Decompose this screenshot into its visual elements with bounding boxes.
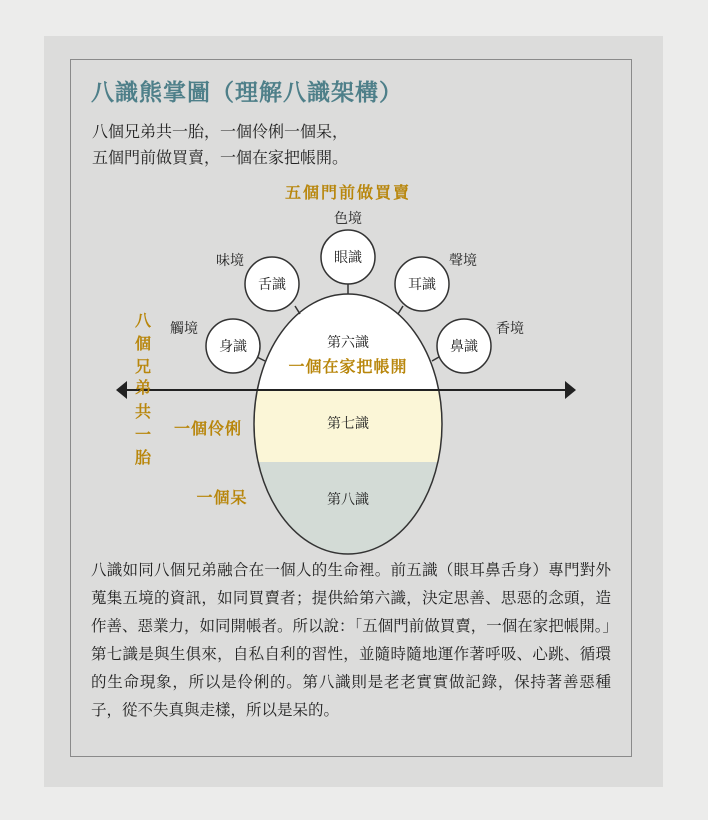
explanation-paragraph-2: 第七識是與生俱來，自私自利的習性，並隨時隨地運作著呼吸、心跳、循環的生命現象，所以是伶俐的。第八識則是老老實實做記錄，保持著善惡種子，從不失真與走樣，所以是呆的。 — [91, 645, 611, 719]
side-label — [134, 311, 152, 467]
toe-label-eye: 眼識 — [334, 250, 362, 266]
toe-ear — [395, 257, 449, 311]
sixth-consciousness-label: 第六識 — [327, 335, 369, 351]
side-label-char: 個 — [134, 334, 152, 353]
realm-taste: 味境 — [216, 253, 244, 269]
toe-label-nose: 鼻識 — [450, 339, 478, 355]
explanation-text — [91, 556, 619, 724]
toe-eye — [321, 230, 375, 284]
realm-touch: 觸境 — [170, 321, 198, 337]
seventh-consciousness-label: 第七識 — [327, 416, 369, 432]
explanation-paragraph-1: 八識如同八個兄弟融合在一個人的生命裡。前五識（眼耳鼻舌身）專門對外蒐集五境的資訊，如同買賣者；提供給第六識，決定思善、思惡的念頭，造作善、惡業力，如同開帳者。所以說：「五個門前做買賣，一個在家把帳開。」 — [91, 561, 619, 635]
clever-label: 一個伶俐 — [173, 419, 243, 438]
eighth-region — [250, 462, 450, 560]
top-label: 五個門前做買賣 — [284, 183, 412, 202]
realm-smell: 香境 — [496, 321, 524, 337]
intro-line-1: 八個兄弟共一胎，一個伶俐一個呆， — [92, 122, 349, 141]
realm-form: 色境 — [334, 211, 362, 227]
toe-label-ear: 耳識 — [408, 277, 436, 293]
toe-label-body: 身識 — [219, 339, 247, 355]
toe-nose — [437, 319, 491, 373]
realm-sound: 聲境 — [449, 253, 477, 269]
dull-label: 一個呆 — [196, 488, 248, 507]
side-label-char: 共 — [134, 402, 152, 421]
page-title: 八識熊掌圖（理解八識架構） — [91, 79, 403, 106]
side-label-char: 胎 — [134, 448, 152, 467]
toe-body — [206, 319, 260, 373]
eighth-consciousness-label: 第八識 — [327, 492, 369, 508]
side-label-char: 兄 — [134, 357, 152, 376]
side-label-char: 弟 — [134, 378, 152, 397]
side-label-char: 一 — [134, 425, 152, 444]
toe-label-tongue: 舌識 — [258, 277, 286, 293]
intro-line-2: 五個門前做買賣，一個在家把帳開。 — [92, 148, 349, 167]
side-label-char: 八 — [134, 311, 152, 330]
toe-tongue — [245, 257, 299, 311]
sixth-caption: 一個在家把帳開 — [288, 357, 408, 376]
